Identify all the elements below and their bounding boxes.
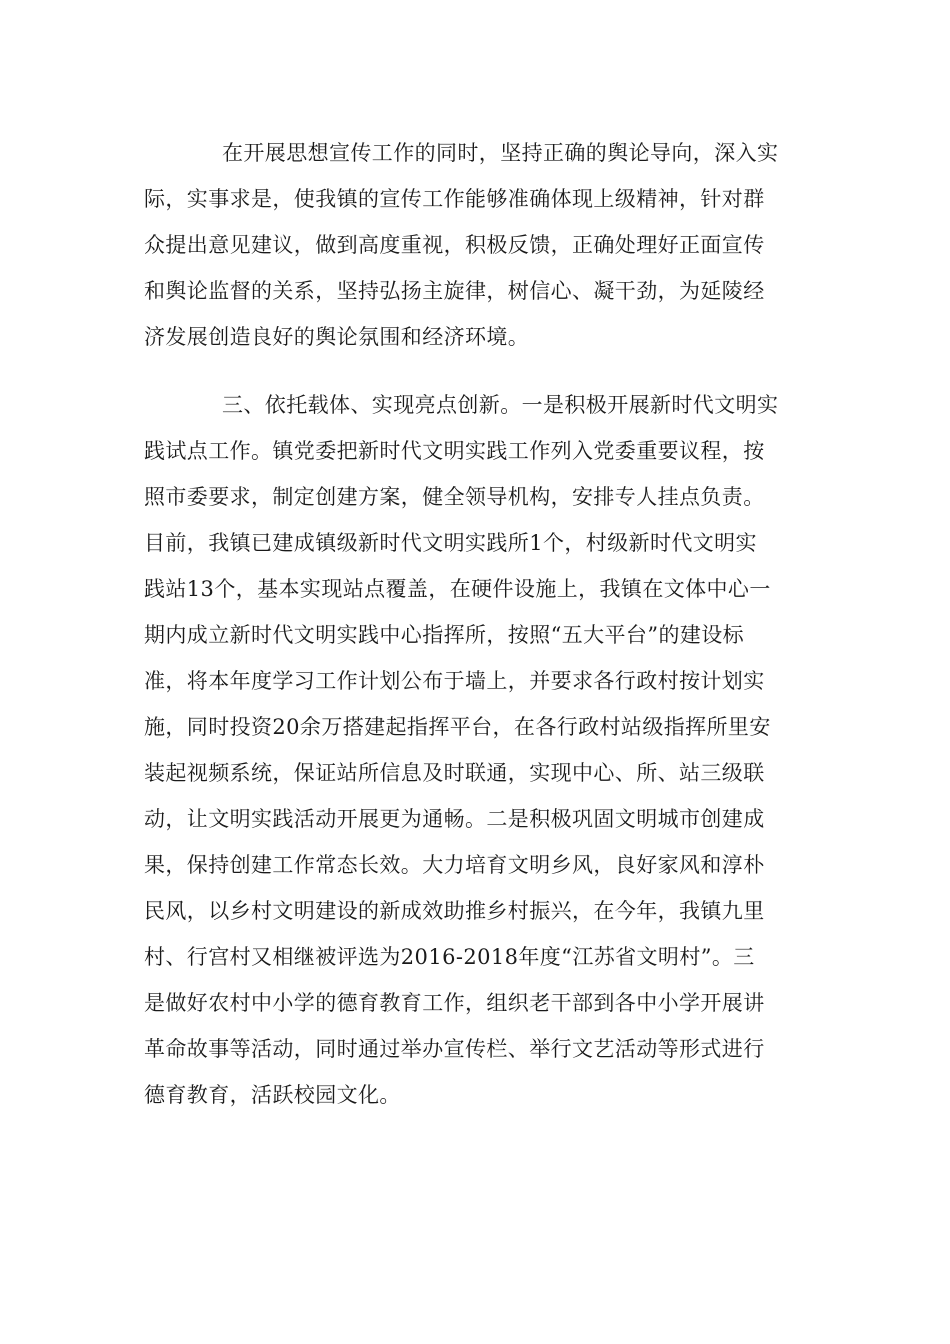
text-line: 村、行宫村又相继被评选为2016-2018年度“江苏省文明村”。三 [144, 945, 755, 969]
text-line: 动，让文明实践活动开展更为通畅。二是积极巩固文明城市创建成 [144, 807, 765, 831]
text-line: 在开展思想宣传工作的同时，坚持正确的舆论导向，深入实 [222, 141, 779, 165]
text-line: 和舆论监督的关系，坚持弘扬主旋律，树信心、凝干劲，为延陵经 [144, 279, 765, 303]
text-line: 德育教育，活跃校园文化。 [144, 1083, 401, 1107]
text-line: 济发展创造良好的舆论氛围和经济环境。 [144, 325, 530, 349]
text-line: 施，同时投资20余万搭建起指挥平台，在各行政村站级指挥所里安 [144, 715, 771, 739]
paragraph-1 [144, 130, 804, 360]
text-line: 照市委要求，制定创建方案，健全领导机构，安排专人挂点负责。 [144, 485, 765, 509]
text-line: 众提出意见建议，做到高度重视，积极反馈，正确处理好正面宣传 [144, 233, 765, 257]
text-line: 践站13个，基本实现站点覆盖，在硬件设施上，我镇在文体中心一 [144, 577, 771, 601]
text-line: 际，实事求是，使我镇的宣传工作能够准确体现上级精神，针对群 [144, 187, 765, 211]
text-line: 期内成立新时代文明实践中心指挥所，按照“五大平台”的建设标 [144, 623, 745, 647]
text-line: 三、依托载体、实现亮点创新。一是积极开展新时代文明实 [222, 393, 779, 417]
paragraph-2 [144, 382, 804, 1118]
text-line: 装起视频系统，保证站所信息及时联通，实现中心、所、站三级联 [144, 761, 765, 785]
text-line: 革命故事等活动，同时通过举办宣传栏、举行文艺活动等形式进行 [144, 1037, 765, 1061]
text-line: 准，将本年度学习工作计划公布于墙上，并要求各行政村按计划实 [144, 669, 765, 693]
document-body [144, 130, 804, 1118]
paragraph-spacer [144, 360, 804, 382]
text-line: 民风，以乡村文明建设的新成效助推乡村振兴，在今年，我镇九里 [144, 899, 765, 923]
text-line: 是做好农村中小学的德育教育工作，组织老干部到各中小学开展讲 [144, 991, 765, 1015]
text-line: 目前，我镇已建成镇级新时代文明实践所1个，村级新时代文明实 [144, 531, 757, 555]
text-line: 果，保持创建工作常态长效。大力培育文明乡风，良好家风和淳朴 [144, 853, 765, 877]
text-line: 践试点工作。镇党委把新时代文明实践工作列入党委重要议程，按 [144, 439, 765, 463]
